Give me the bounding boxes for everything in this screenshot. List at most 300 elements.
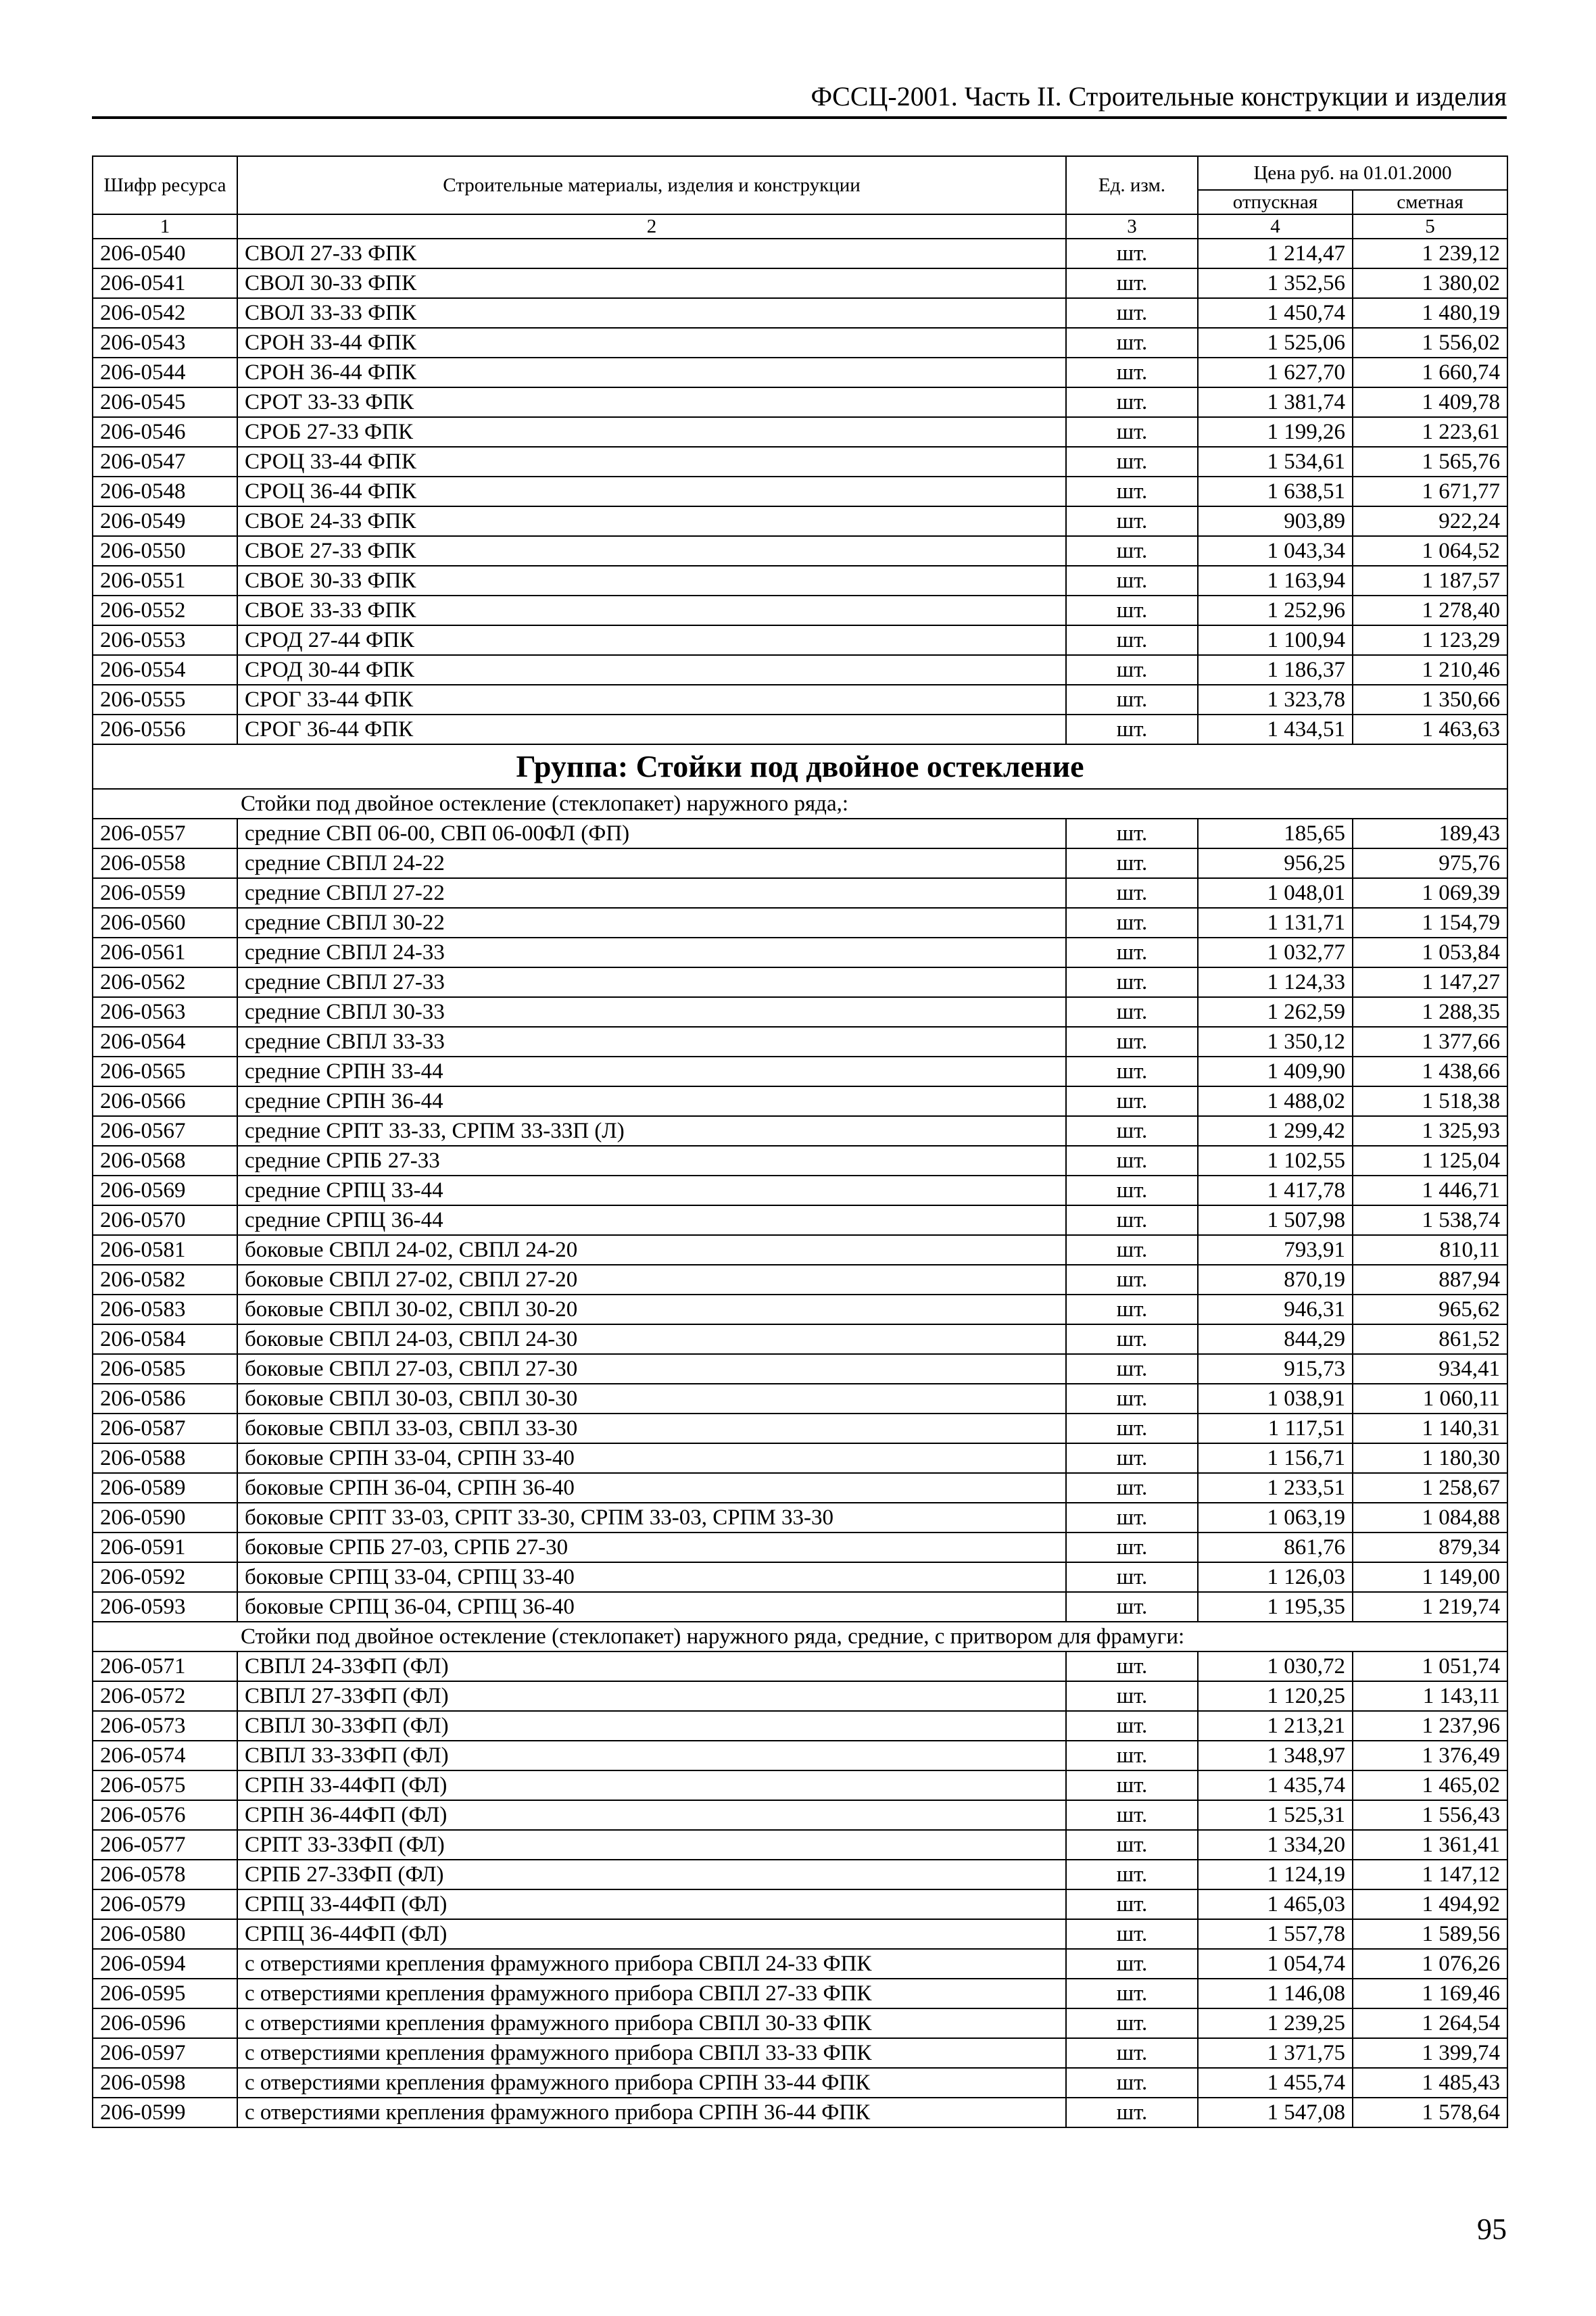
cell-name: средние СВПЛ 30-33: [237, 997, 1066, 1027]
cell-name: боковые СВПЛ 24-02, СВПЛ 24-20: [237, 1235, 1066, 1265]
cell-release-price: 1 348,97: [1198, 1741, 1353, 1770]
column-numbers-row: [93, 214, 1507, 239]
cell-code: 206-0541: [93, 268, 237, 298]
col-unit-header: Ед. изм.: [1066, 156, 1198, 214]
cell-code: 206-0578: [93, 1860, 237, 1889]
cell-estimate-price: 1 123,29: [1353, 625, 1507, 655]
cell-code: 206-0571: [93, 1651, 237, 1681]
subgroup-row: [93, 1622, 1507, 1651]
cell-unit: шт.: [1066, 239, 1198, 268]
cell-release-price: 1 352,56: [1198, 268, 1353, 298]
cell-unit: шт.: [1066, 1592, 1198, 1622]
cell-unit: шт.: [1066, 1324, 1198, 1354]
table-row: [93, 298, 1507, 328]
cell-release-price: 903,89: [1198, 506, 1353, 536]
cell-estimate-price: 1 446,71: [1353, 1176, 1507, 1205]
table-row: [93, 625, 1507, 655]
cell-release-price: 185,65: [1198, 819, 1353, 848]
table-row: [93, 1860, 1507, 1889]
subgroup-title: Стойки под двойное остекление (стеклопакет) наружного ряда, средние, с притвором для фрамуги:: [93, 1622, 1507, 1651]
cell-release-price: 1 032,77: [1198, 938, 1353, 967]
cell-estimate-price: 975,76: [1353, 848, 1507, 878]
cell-estimate-price: 1 399,74: [1353, 2038, 1507, 2068]
cell-code: 206-0594: [93, 1949, 237, 1979]
cell-name: СРОН 33-44 ФПК: [237, 328, 1066, 358]
cell-unit: шт.: [1066, 268, 1198, 298]
col-estimate-header: сметная: [1353, 190, 1507, 214]
col-price-header: Цена руб. на 01.01.2000: [1198, 156, 1507, 190]
cell-name: боковые СРПЦ 33-04, СРПЦ 33-40: [237, 1562, 1066, 1592]
table-row: [93, 1205, 1507, 1235]
cell-estimate-price: 1 187,57: [1353, 566, 1507, 596]
cell-name: СРОД 27-44 ФПК: [237, 625, 1066, 655]
cell-release-price: 1 102,55: [1198, 1146, 1353, 1176]
cell-estimate-price: 1 223,61: [1353, 417, 1507, 447]
cell-code: 206-0580: [93, 1919, 237, 1949]
cell-estimate-price: 1 180,30: [1353, 1443, 1507, 1473]
cell-unit: шт.: [1066, 417, 1198, 447]
cell-name: СРОТ 33-33 ФПК: [237, 387, 1066, 417]
table-row: [93, 997, 1507, 1027]
cell-code: 206-0559: [93, 878, 237, 908]
cell-estimate-price: 1 377,66: [1353, 1027, 1507, 1057]
table-row: [93, 655, 1507, 685]
cell-name: СВОЛ 33-33 ФПК: [237, 298, 1066, 328]
cell-estimate-price: 1 219,74: [1353, 1592, 1507, 1622]
cell-code: 206-0551: [93, 566, 237, 596]
cell-code: 206-0561: [93, 938, 237, 967]
cell-name: СВОЛ 27-33 ФПК: [237, 239, 1066, 268]
cell-code: 206-0549: [93, 506, 237, 536]
cell-unit: шт.: [1066, 1503, 1198, 1533]
cell-estimate-price: 189,43: [1353, 819, 1507, 848]
cell-name: боковые СРПН 33-04, СРПН 33-40: [237, 1443, 1066, 1473]
cell-name: СВОЛ 30-33 ФПК: [237, 268, 1066, 298]
cell-unit: шт.: [1066, 1057, 1198, 1086]
table-row: [93, 596, 1507, 625]
cell-code: 206-0576: [93, 1800, 237, 1830]
cell-unit: шт.: [1066, 1860, 1198, 1889]
cell-release-price: 1 299,42: [1198, 1116, 1353, 1146]
table-row: [93, 566, 1507, 596]
cell-estimate-price: 1 278,40: [1353, 596, 1507, 625]
table-row: [93, 1562, 1507, 1592]
cell-release-price: 1 156,71: [1198, 1443, 1353, 1473]
cell-unit: шт.: [1066, 1235, 1198, 1265]
cell-unit: шт.: [1066, 1533, 1198, 1562]
cell-code: 206-0579: [93, 1889, 237, 1919]
cell-name: средние СРПЦ 33-44: [237, 1176, 1066, 1205]
cell-unit: шт.: [1066, 1295, 1198, 1324]
table-row: [93, 967, 1507, 997]
cell-code: 206-0596: [93, 2008, 237, 2038]
cell-code: 206-0592: [93, 1562, 237, 1592]
cell-code: 206-0542: [93, 298, 237, 328]
cell-release-price: 1 334,20: [1198, 1830, 1353, 1860]
cell-unit: шт.: [1066, 1711, 1198, 1741]
table-row: [93, 1800, 1507, 1830]
table-section-1: [93, 239, 1507, 744]
cell-name: СРОД 30-44 ФПК: [237, 655, 1066, 685]
cell-code: 206-0585: [93, 1354, 237, 1384]
group-title: Группа: Стойки под двойное остекление: [93, 744, 1507, 789]
cell-unit: шт.: [1066, 908, 1198, 938]
cell-code: 206-0587: [93, 1414, 237, 1443]
cell-release-price: 1 124,19: [1198, 1860, 1353, 1889]
cell-release-price: 870,19: [1198, 1265, 1353, 1295]
cell-unit: шт.: [1066, 1681, 1198, 1711]
cell-estimate-price: 1 169,46: [1353, 1979, 1507, 2008]
cell-unit: шт.: [1066, 1265, 1198, 1295]
table-row: [93, 268, 1507, 298]
cell-unit: шт.: [1066, 1384, 1198, 1414]
table-row: [93, 1354, 1507, 1384]
cell-name: средние СВПЛ 24-33: [237, 938, 1066, 967]
cell-code: 206-0577: [93, 1830, 237, 1860]
table-row: [93, 1414, 1507, 1443]
cell-release-price: 1 507,98: [1198, 1205, 1353, 1235]
table-row: [93, 908, 1507, 938]
cell-estimate-price: 1 463,63: [1353, 715, 1507, 744]
table-row: [93, 1651, 1507, 1681]
page-header: ФССЦ-2001. Часть II. Строительные конструкции и изделия: [811, 81, 1507, 112]
cell-estimate-price: 1 465,02: [1353, 1770, 1507, 1800]
cell-unit: шт.: [1066, 1205, 1198, 1235]
cell-code: 206-0591: [93, 1533, 237, 1562]
cell-code: 206-0598: [93, 2068, 237, 2098]
table-row: [93, 1741, 1507, 1770]
cell-estimate-price: 861,52: [1353, 1324, 1507, 1354]
cell-unit: шт.: [1066, 566, 1198, 596]
cell-release-price: 1 488,02: [1198, 1086, 1353, 1116]
cell-estimate-price: 1 239,12: [1353, 239, 1507, 268]
table-row: [93, 447, 1507, 477]
table-row: [93, 506, 1507, 536]
page-number: 95: [1477, 2213, 1507, 2246]
cell-release-price: 1 262,59: [1198, 997, 1353, 1027]
cell-code: 206-0555: [93, 685, 237, 715]
col-number: 5: [1353, 214, 1507, 239]
cell-unit: шт.: [1066, 506, 1198, 536]
table-row: [93, 477, 1507, 506]
cell-name: СРПЦ 33-44ФП (ФЛ): [237, 1889, 1066, 1919]
cell-release-price: 1 638,51: [1198, 477, 1353, 506]
cell-estimate-price: 1 076,26: [1353, 1949, 1507, 1979]
cell-code: 206-0593: [93, 1592, 237, 1622]
cell-release-price: 844,29: [1198, 1324, 1353, 1354]
table-row: [93, 1265, 1507, 1295]
cell-release-price: 1 117,51: [1198, 1414, 1353, 1443]
cell-code: 206-0543: [93, 328, 237, 358]
cell-release-price: 1 557,78: [1198, 1919, 1353, 1949]
cell-code: 206-0567: [93, 1116, 237, 1146]
table-row: [93, 685, 1507, 715]
table-row: [93, 1324, 1507, 1354]
cell-release-price: 1 146,08: [1198, 1979, 1353, 2008]
cell-name: СРОГ 33-44 ФПК: [237, 685, 1066, 715]
cell-code: 206-0574: [93, 1741, 237, 1770]
cell-name: средние СВПЛ 30-22: [237, 908, 1066, 938]
cell-estimate-price: 1 154,79: [1353, 908, 1507, 938]
cell-estimate-price: 965,62: [1353, 1295, 1507, 1324]
cell-release-price: 793,91: [1198, 1235, 1353, 1265]
cell-unit: шт.: [1066, 1027, 1198, 1057]
group-section: [93, 744, 1507, 819]
cell-release-price: 1 214,47: [1198, 239, 1353, 268]
cell-code: 206-0557: [93, 819, 237, 848]
cell-unit: шт.: [1066, 625, 1198, 655]
cell-code: 206-0583: [93, 1295, 237, 1324]
cell-estimate-price: 1 409,78: [1353, 387, 1507, 417]
cell-estimate-price: 1 147,12: [1353, 1860, 1507, 1889]
cell-unit: шт.: [1066, 967, 1198, 997]
cell-code: 206-0547: [93, 447, 237, 477]
cell-release-price: 1 547,08: [1198, 2098, 1353, 2127]
cell-unit: шт.: [1066, 715, 1198, 744]
cell-name: с отверстиями крепления фрамужного прибора СРПН 33-44 ФПК: [237, 2068, 1066, 2098]
cell-estimate-price: 1 556,02: [1353, 328, 1507, 358]
cell-unit: шт.: [1066, 1146, 1198, 1176]
cell-estimate-price: 1 671,77: [1353, 477, 1507, 506]
cell-estimate-price: 1 325,93: [1353, 1116, 1507, 1146]
cell-code: 206-0572: [93, 1681, 237, 1711]
cell-name: средние СВПЛ 24-22: [237, 848, 1066, 878]
cell-name: СВПЛ 24-33ФП (ФЛ): [237, 1651, 1066, 1681]
cell-unit: шт.: [1066, 1741, 1198, 1770]
cell-estimate-price: 922,24: [1353, 506, 1507, 536]
cell-release-price: 1 627,70: [1198, 358, 1353, 387]
cell-release-price: 1 350,12: [1198, 1027, 1353, 1057]
cell-unit: шт.: [1066, 938, 1198, 967]
cell-release-price: 1 038,91: [1198, 1384, 1353, 1414]
cell-release-price: 1 435,74: [1198, 1770, 1353, 1800]
cell-name: с отверстиями крепления фрамужного прибора СВПЛ 33-33 ФПК: [237, 2038, 1066, 2068]
cell-name: средние СРПН 36-44: [237, 1086, 1066, 1116]
col-number: 2: [237, 214, 1066, 239]
table-row: [93, 1176, 1507, 1205]
col-name-header: Строительные материалы, изделия и конструкции: [237, 156, 1066, 214]
cell-estimate-price: 1 578,64: [1353, 2098, 1507, 2127]
cell-name: боковые СВПЛ 24-03, СВПЛ 24-30: [237, 1324, 1066, 1354]
table-row: [93, 1919, 1507, 1949]
cell-unit: шт.: [1066, 1919, 1198, 1949]
cell-estimate-price: 1 064,52: [1353, 536, 1507, 566]
table-row: [93, 1057, 1507, 1086]
table-row: [93, 1533, 1507, 1562]
cell-name: СРПТ 33-33ФП (ФЛ): [237, 1830, 1066, 1860]
cell-code: 206-0584: [93, 1324, 237, 1354]
cell-release-price: 1 455,74: [1198, 2068, 1353, 2098]
cell-release-price: 1 063,19: [1198, 1503, 1353, 1533]
cell-name: боковые СРПТ 33-03, СРПТ 33-30, СРПМ 33-03, СРПМ 33-30: [237, 1503, 1066, 1533]
cell-name: СВПЛ 30-33ФП (ФЛ): [237, 1711, 1066, 1741]
cell-unit: шт.: [1066, 1770, 1198, 1800]
table-header-row: [93, 156, 1507, 190]
cell-estimate-price: 810,11: [1353, 1235, 1507, 1265]
cell-code: 206-0545: [93, 387, 237, 417]
cell-unit: шт.: [1066, 1830, 1198, 1860]
cell-unit: шт.: [1066, 655, 1198, 685]
cell-name: средние СРПТ 33-33, СРПМ 33-33П (Л): [237, 1116, 1066, 1146]
cell-name: боковые СРПБ 27-03, СРПБ 27-30: [237, 1533, 1066, 1562]
cell-unit: шт.: [1066, 848, 1198, 878]
cell-unit: шт.: [1066, 1889, 1198, 1919]
table-row: [93, 1711, 1507, 1741]
table-row: [93, 1830, 1507, 1860]
table-row: [93, 328, 1507, 358]
cell-release-price: 1 100,94: [1198, 625, 1353, 655]
cell-estimate-price: 1 485,43: [1353, 2068, 1507, 2098]
cell-name: СРОЦ 33-44 ФПК: [237, 447, 1066, 477]
cell-unit: шт.: [1066, 1979, 1198, 2008]
cell-unit: шт.: [1066, 447, 1198, 477]
cell-release-price: 946,31: [1198, 1295, 1353, 1324]
cell-estimate-price: 1 494,92: [1353, 1889, 1507, 1919]
cell-estimate-price: 1 140,31: [1353, 1414, 1507, 1443]
cell-estimate-price: 1 376,49: [1353, 1741, 1507, 1770]
cell-release-price: 1 054,74: [1198, 1949, 1353, 1979]
cell-code: 206-0575: [93, 1770, 237, 1800]
cell-code: 206-0544: [93, 358, 237, 387]
cell-name: СРОЦ 36-44 ФПК: [237, 477, 1066, 506]
cell-code: 206-0588: [93, 1443, 237, 1473]
cell-estimate-price: 1 380,02: [1353, 268, 1507, 298]
cell-unit: шт.: [1066, 358, 1198, 387]
col-number: 1: [93, 214, 237, 239]
cell-code: 206-0573: [93, 1711, 237, 1741]
cell-unit: шт.: [1066, 997, 1198, 1027]
cell-release-price: 1 381,74: [1198, 387, 1353, 417]
price-table: [92, 155, 1508, 2128]
cell-name: СВОЕ 33-33 ФПК: [237, 596, 1066, 625]
cell-name: СВОЕ 30-33 ФПК: [237, 566, 1066, 596]
table-row: [93, 1681, 1507, 1711]
cell-release-price: 1 417,78: [1198, 1176, 1353, 1205]
cell-estimate-price: 1 084,88: [1353, 1503, 1507, 1533]
table-row: [93, 938, 1507, 967]
cell-unit: шт.: [1066, 1116, 1198, 1146]
cell-code: 206-0570: [93, 1205, 237, 1235]
cell-release-price: 1 323,78: [1198, 685, 1353, 715]
cell-release-price: 861,76: [1198, 1533, 1353, 1562]
table-row: [93, 1146, 1507, 1176]
cell-unit: шт.: [1066, 2098, 1198, 2127]
cell-estimate-price: 1 258,67: [1353, 1473, 1507, 1503]
subgroup-title: Стойки под двойное остекление (стеклопакет) наружного ряда,:: [93, 789, 1507, 819]
table-row: [93, 715, 1507, 744]
cell-code: 206-0597: [93, 2038, 237, 2068]
cell-estimate-price: 1 361,41: [1353, 1830, 1507, 1860]
cell-name: средние СВПЛ 33-33: [237, 1027, 1066, 1057]
cell-release-price: 1 043,34: [1198, 536, 1353, 566]
table-row: [93, 1027, 1507, 1057]
cell-name: СРПЦ 36-44ФП (ФЛ): [237, 1919, 1066, 1949]
subgroup-row: [93, 789, 1507, 819]
cell-name: средние СРПН 33-44: [237, 1057, 1066, 1086]
cell-code: 206-0565: [93, 1057, 237, 1086]
cell-name: боковые СВПЛ 27-02, СВПЛ 27-20: [237, 1265, 1066, 1295]
table-row: [93, 1235, 1507, 1265]
cell-name: с отверстиями крепления фрамужного прибора СВПЛ 30-33 ФПК: [237, 2008, 1066, 2038]
cell-name: СВПЛ 33-33ФП (ФЛ): [237, 1741, 1066, 1770]
cell-code: 206-0589: [93, 1473, 237, 1503]
cell-estimate-price: 1 051,74: [1353, 1651, 1507, 1681]
cell-release-price: 1 233,51: [1198, 1473, 1353, 1503]
cell-release-price: 1 239,25: [1198, 2008, 1353, 2038]
cell-code: 206-0563: [93, 997, 237, 1027]
table-row: [93, 1384, 1507, 1414]
table-row: [93, 1473, 1507, 1503]
cell-unit: шт.: [1066, 878, 1198, 908]
cell-unit: шт.: [1066, 1949, 1198, 1979]
cell-estimate-price: 1 480,19: [1353, 298, 1507, 328]
table-row: [93, 2068, 1507, 2098]
cell-name: СРПБ 27-33ФП (ФЛ): [237, 1860, 1066, 1889]
cell-estimate-price: 1 518,38: [1353, 1086, 1507, 1116]
table-row: [93, 1503, 1507, 1533]
cell-code: 206-0586: [93, 1384, 237, 1414]
table-row: [93, 1979, 1507, 2008]
cell-name: средние СВПЛ 27-22: [237, 878, 1066, 908]
cell-name: СРПН 36-44ФП (ФЛ): [237, 1800, 1066, 1830]
cell-release-price: 1 120,25: [1198, 1681, 1353, 1711]
cell-unit: шт.: [1066, 1443, 1198, 1473]
cell-code: 206-0590: [93, 1503, 237, 1533]
cell-code: 206-0558: [93, 848, 237, 878]
cell-release-price: 915,73: [1198, 1354, 1353, 1384]
table-row: [93, 536, 1507, 566]
table-row: [93, 387, 1507, 417]
cell-code: 206-0564: [93, 1027, 237, 1057]
cell-release-price: 1 163,94: [1198, 566, 1353, 596]
cell-code: 206-0568: [93, 1146, 237, 1176]
cell-name: боковые СВПЛ 30-03, СВПЛ 30-30: [237, 1384, 1066, 1414]
table-row: [93, 878, 1507, 908]
cell-name: боковые СВПЛ 30-02, СВПЛ 30-20: [237, 1295, 1066, 1324]
cell-release-price: 1 126,03: [1198, 1562, 1353, 1592]
cell-code: 206-0566: [93, 1086, 237, 1116]
cell-estimate-price: 934,41: [1353, 1354, 1507, 1384]
cell-unit: шт.: [1066, 819, 1198, 848]
cell-code: 206-0582: [93, 1265, 237, 1295]
cell-name: СРОГ 36-44 ФПК: [237, 715, 1066, 744]
cell-name: СВОЕ 24-33 ФПК: [237, 506, 1066, 536]
cell-release-price: 1 186,37: [1198, 655, 1353, 685]
cell-estimate-price: 1 438,66: [1353, 1057, 1507, 1086]
header-rule: [92, 116, 1507, 119]
table-row: [93, 1949, 1507, 1979]
cell-release-price: 1 465,03: [1198, 1889, 1353, 1919]
cell-name: с отверстиями крепления фрамужного прибора СВПЛ 24-33 ФПК: [237, 1949, 1066, 1979]
cell-unit: шт.: [1066, 2038, 1198, 2068]
cell-name: боковые СРПЦ 36-04, СРПЦ 36-40: [237, 1592, 1066, 1622]
table-section-2: [93, 819, 1507, 1622]
cell-name: СРОН 36-44 ФПК: [237, 358, 1066, 387]
cell-release-price: 1 030,72: [1198, 1651, 1353, 1681]
table-row: [93, 358, 1507, 387]
cell-unit: шт.: [1066, 1414, 1198, 1443]
cell-release-price: 956,25: [1198, 848, 1353, 878]
cell-estimate-price: 1 288,35: [1353, 997, 1507, 1027]
cell-code: 206-0553: [93, 625, 237, 655]
cell-unit: шт.: [1066, 1651, 1198, 1681]
cell-code: 206-0581: [93, 1235, 237, 1265]
cell-name: боковые СРПН 36-04, СРПН 36-40: [237, 1473, 1066, 1503]
table-row: [93, 819, 1507, 848]
cell-code: 206-0562: [93, 967, 237, 997]
cell-estimate-price: 1 143,11: [1353, 1681, 1507, 1711]
cell-estimate-price: 1 210,46: [1353, 655, 1507, 685]
